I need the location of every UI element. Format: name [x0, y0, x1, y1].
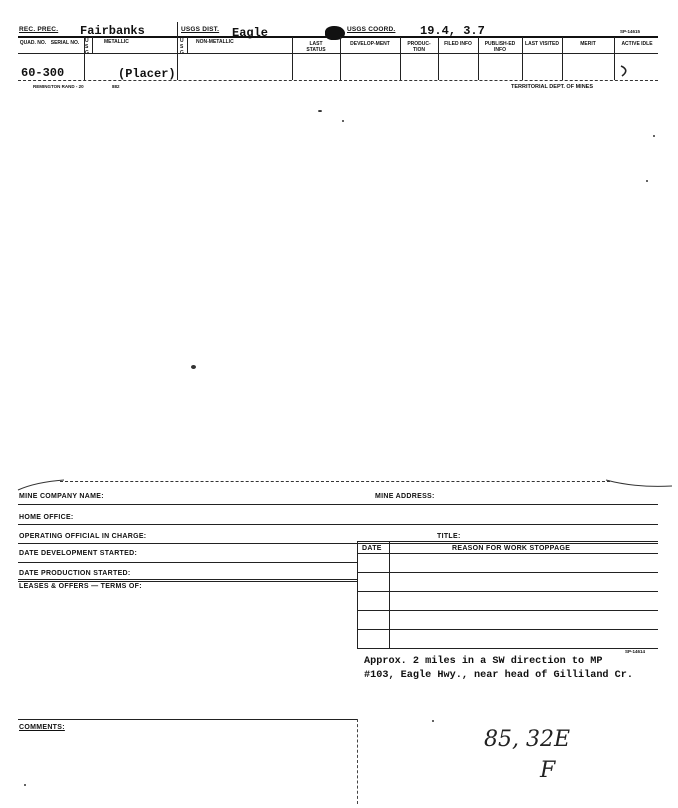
- col-published-info: PUBLISH-ED INFO: [484, 41, 516, 53]
- speck: [342, 120, 344, 122]
- rule: [18, 504, 658, 505]
- col-non-metallic: NON-METALLIC: [196, 39, 234, 45]
- department-label: TERRITORIAL DEPT. OF MINES: [511, 84, 593, 90]
- stoppage-left-border: [357, 541, 358, 649]
- divider: [438, 37, 439, 80]
- col-merit: MERIT: [580, 41, 596, 47]
- usgs-coord-value: 19.4, 3.7: [420, 24, 485, 38]
- active-mark: [618, 64, 632, 78]
- speck: [646, 180, 648, 182]
- rec-prec-value: Fairbanks: [80, 24, 145, 38]
- printer-label: REMINGTON RAND - 20: [33, 84, 84, 89]
- speck: [432, 720, 434, 722]
- divider: [400, 37, 401, 80]
- usgs-coord-label: USGS COORD.: [347, 26, 396, 33]
- col-development: DEVELOP-MENT: [350, 41, 390, 47]
- leases-offers-label: LEASES & OFFERS — TERMS OF:: [19, 583, 142, 590]
- right-column-border: [357, 719, 358, 804]
- speck: [24, 784, 26, 786]
- speck: [318, 110, 322, 112]
- speck: [191, 365, 196, 369]
- divider: [177, 22, 178, 80]
- mine-company-name-label: MINE COMPANY NAME:: [19, 493, 104, 500]
- date-development-started-label: DATE DEVELOPMENT STARTED:: [19, 550, 138, 557]
- header-row-rule: [18, 53, 658, 54]
- col-filed-info: FILED INFO: [444, 41, 472, 47]
- location-note-line2: #103, Eagle Hwy., near head of Gilliland Cr.: [364, 670, 633, 681]
- col-serial-no: SERIAL NO.: [50, 40, 80, 46]
- col-usg-1: U S G: [85, 38, 89, 56]
- col-last-status: LAST STATUS: [306, 41, 326, 53]
- handwritten-code: 85, 32E: [484, 727, 571, 752]
- stoppage-reason-header: REASON FOR WORK STOPPAGE: [452, 545, 571, 552]
- rule: [357, 541, 658, 542]
- operating-official-label: OPERATING OFFICIAL IN CHARGE:: [19, 533, 147, 540]
- comments-label: COMMENTS:: [19, 724, 65, 731]
- form-number-2: SP-14614: [625, 649, 646, 654]
- rule: [18, 524, 658, 525]
- divider: [478, 37, 479, 80]
- rule: [357, 553, 658, 554]
- usgs-dist-label: USGS DIST.: [181, 26, 220, 33]
- rule: [357, 591, 658, 592]
- col-last-visited: LAST VISITED: [525, 41, 559, 47]
- col-production: PRODUC-TION: [407, 41, 431, 53]
- divider: [562, 37, 563, 80]
- divider: [522, 37, 523, 80]
- divider: [92, 37, 93, 53]
- rule: [18, 581, 357, 582]
- data-row-rule: [18, 80, 658, 81]
- rec-prec-label: REC. PREC.: [19, 26, 59, 33]
- handwritten-letter: F: [540, 758, 556, 783]
- title-label: TITLE:: [437, 533, 461, 540]
- col-quad-no: QUAD. NO.: [19, 40, 47, 46]
- form-number: SP-14615: [620, 29, 641, 34]
- rule: [18, 562, 357, 563]
- rule: [18, 543, 658, 544]
- divider: [187, 37, 188, 53]
- location-note-line1: Approx. 2 miles in a SW direction to MP: [364, 656, 603, 667]
- speck: [653, 135, 655, 137]
- col-usg-2: U S G: [180, 38, 184, 56]
- rule: [357, 572, 658, 573]
- record-serial: 60-300: [21, 66, 65, 80]
- rule: [18, 579, 357, 580]
- stoppage-date-header: DATE: [362, 545, 382, 552]
- stoppage-date-divider: [389, 541, 390, 649]
- printer-code: 882: [112, 84, 120, 89]
- rule: [357, 648, 658, 649]
- date-production-started-label: DATE PRODUCTION STARTED:: [19, 570, 131, 577]
- rule: [18, 719, 357, 720]
- record-metallic: (Placer): [118, 67, 176, 81]
- col-active-idle: ACTIVE IDLE: [621, 41, 653, 47]
- divider: [614, 37, 615, 80]
- divider: [340, 37, 341, 80]
- mine-address-label: MINE ADDRESS:: [375, 493, 435, 500]
- usgs-dist-value: Eagle: [232, 26, 269, 40]
- divider: [292, 37, 293, 80]
- home-office-label: HOME OFFICE:: [19, 514, 74, 521]
- rule: [357, 629, 658, 630]
- curled-edge: [16, 476, 676, 496]
- rule: [357, 610, 658, 611]
- col-metallic: METALLIC: [104, 39, 129, 45]
- ink-blot: [325, 26, 345, 40]
